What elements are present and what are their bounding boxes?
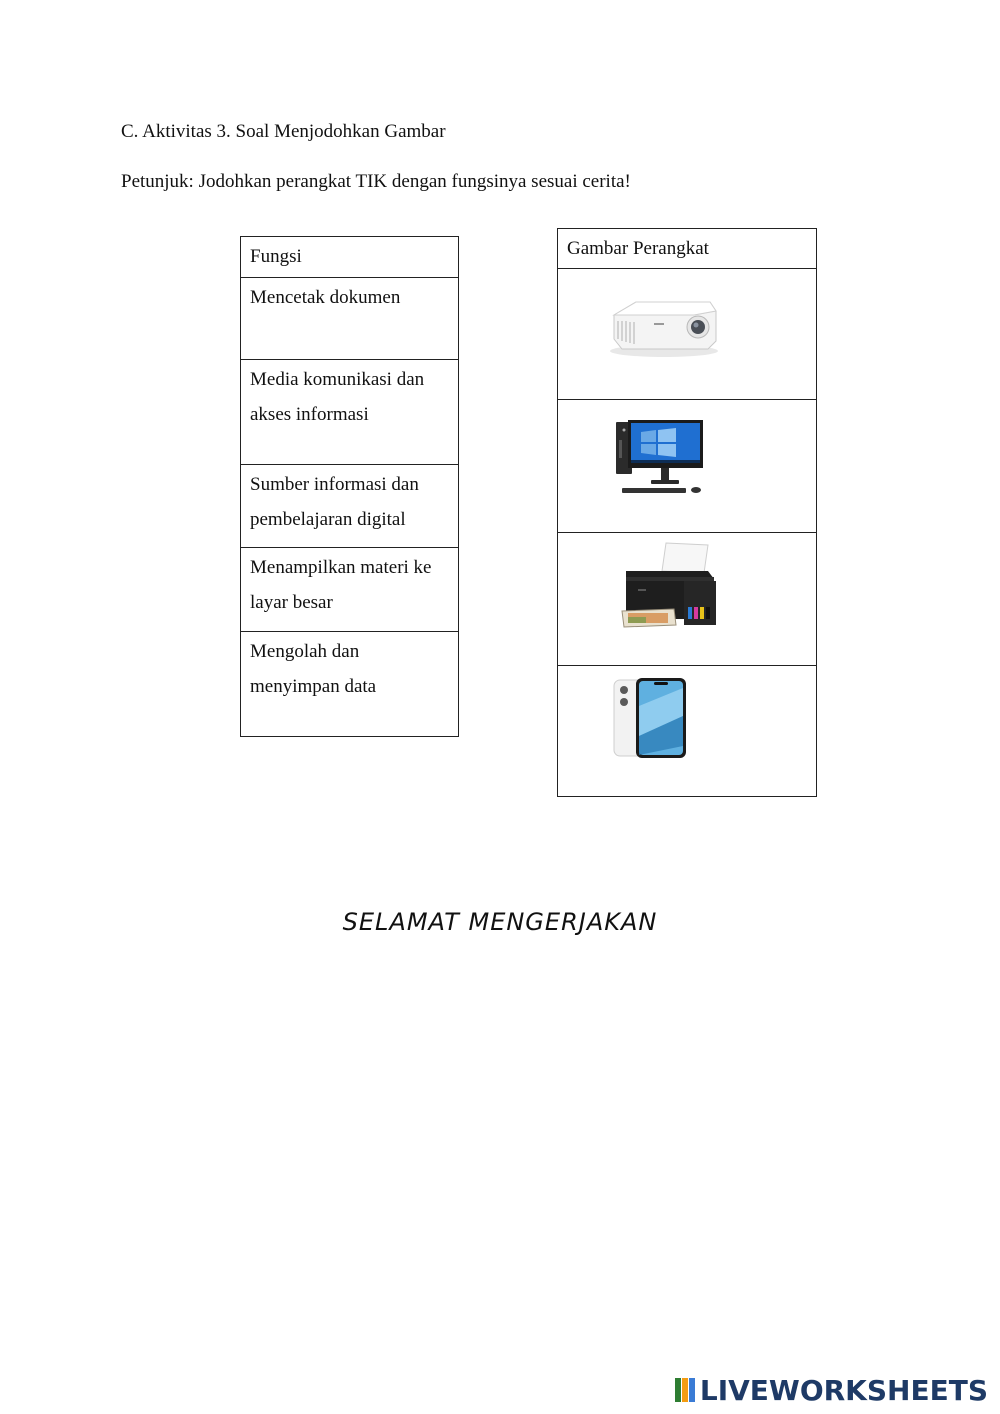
printer-icon [558,533,816,653]
fungsi-row[interactable] [241,465,459,548]
image-row-printer[interactable] [558,533,817,666]
fungsi-row-label: Mencetak dokumen [250,287,401,308]
desktop-computer-icon [558,400,816,520]
image-row-projector[interactable] [558,269,817,400]
fungsi-header: Fungsi [250,246,302,267]
gambar-header-cell [558,229,817,269]
closing-text: SELAMAT MENGERJAKAN [342,908,658,936]
fungsi-row-label: Media komunikasi dan akses informasi [250,369,425,425]
fungsi-header-cell [241,237,459,278]
fungsi-row[interactable] [241,360,459,465]
fungsi-table [240,236,459,737]
fungsi-row-label: Mengolah dan menyimpan data [250,641,377,697]
gambar-header: Gambar Perangkat [567,238,709,259]
liveworksheets-logo-icon [675,1378,697,1402]
fungsi-row-label: Sumber informasi dan pembelajaran digital [250,474,419,530]
instruction-text: Petunjuk: Jodohkan perangkat TIK dengan fungsinya sesuai cerita! [121,171,631,192]
fungsi-row-label: Menampilkan materi ke layar besar [250,557,432,613]
smartphone-icon [558,666,816,784]
projector-icon [558,269,816,387]
fungsi-row[interactable] [241,632,459,737]
brand-logo [675,1375,988,1405]
fungsi-row[interactable] [241,548,459,632]
fungsi-row[interactable] [241,278,459,360]
brand-text: LIVEWORKSHEETS [699,1373,988,1407]
image-row-smartphone[interactable] [558,666,817,797]
activity-heading: C. Aktivitas 3. Soal Menjodohkan Gambar [121,121,446,142]
image-row-computer[interactable] [558,400,817,533]
gambar-table [557,228,817,797]
